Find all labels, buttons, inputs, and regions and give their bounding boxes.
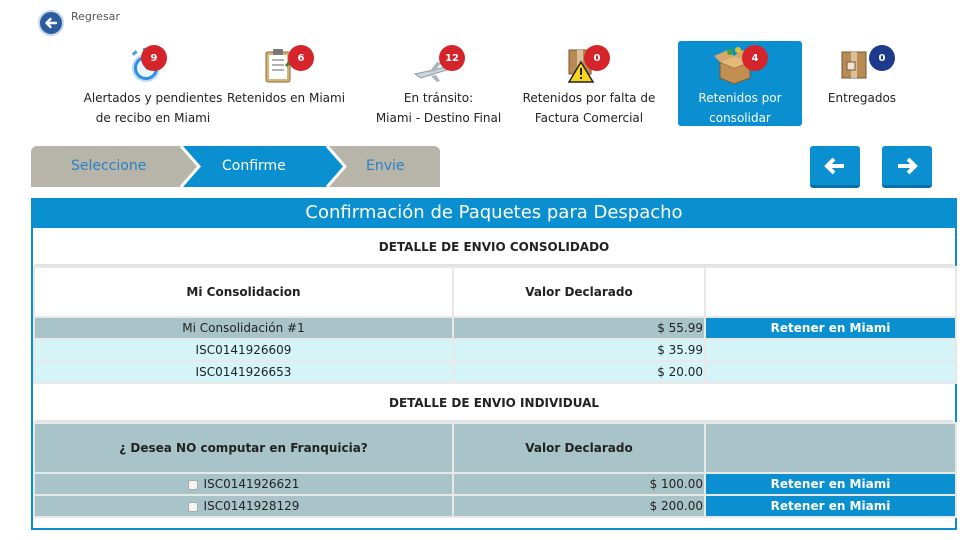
status-retenidos-consolidar[interactable] bbox=[678, 41, 802, 126]
no-computar-checkbox[interactable] bbox=[188, 480, 198, 490]
step-confirme[interactable]: Confirme bbox=[222, 158, 286, 174]
delivered-box-icon bbox=[836, 46, 874, 84]
consolidated-table bbox=[33, 266, 957, 384]
entregados-count-badge: 0 bbox=[869, 45, 895, 71]
package-value: $ 100.00 bbox=[453, 473, 705, 495]
no-computar-checkbox[interactable] bbox=[188, 502, 198, 512]
package-cell bbox=[34, 495, 453, 517]
consolidar-count-badge: 4 bbox=[742, 45, 768, 71]
status-entregados[interactable] bbox=[822, 41, 902, 126]
retenidos-miami-count-badge: 6 bbox=[288, 45, 314, 71]
back-arrow-icon[interactable] bbox=[38, 10, 64, 36]
status-label: Alertados y pendientes de recibo en Miami bbox=[83, 91, 223, 125]
package-id: ISC0141928129 bbox=[203, 499, 300, 513]
table-row bbox=[34, 495, 956, 517]
wizard-stepper bbox=[31, 146, 440, 187]
step-envie[interactable]: Envie bbox=[366, 158, 405, 174]
retener-en-miami-button[interactable]: Retener en Miami bbox=[705, 495, 956, 517]
status-retenidos-miami[interactable] bbox=[226, 41, 346, 126]
empty-cell bbox=[705, 361, 956, 383]
column-header-franquicia: ¿ Desea NO computar en Franquicia? bbox=[34, 423, 453, 473]
empty-cell bbox=[705, 339, 956, 361]
column-header-valor: Valor Declarado bbox=[453, 267, 705, 317]
column-header-consolidacion: Mi Consolidacion bbox=[34, 267, 453, 317]
retener-en-miami-button[interactable]: Retener en Miami bbox=[705, 317, 956, 339]
column-header-empty bbox=[705, 267, 956, 317]
table-row bbox=[34, 473, 956, 495]
status-label: En tránsito: Miami - Destino Final bbox=[375, 91, 502, 125]
table-header-row bbox=[34, 423, 956, 473]
table-header-row bbox=[34, 267, 956, 317]
panel-title: Confirmación de Paquetes para Despacho bbox=[33, 198, 955, 228]
retener-en-miami-button[interactable]: Retener en Miami bbox=[705, 473, 956, 495]
column-header-empty bbox=[705, 423, 956, 473]
package-value: $ 200.00 bbox=[453, 495, 705, 517]
package-id: ISC0141926653 bbox=[34, 361, 453, 383]
consolidation-value: $ 55.99 bbox=[453, 317, 705, 339]
consolidated-heading: DETALLE DE ENVIO CONSOLIDADO bbox=[35, 228, 953, 266]
back-link[interactable] bbox=[38, 10, 120, 36]
table-row bbox=[34, 339, 956, 361]
consolidation-name: Mi Consolidación #1 bbox=[34, 317, 453, 339]
alertados-count-badge: 9 bbox=[141, 45, 167, 71]
individual-heading: DETALLE DE ENVIO INDIVIDUAL bbox=[35, 384, 953, 422]
package-value: $ 20.00 bbox=[453, 361, 705, 383]
next-button[interactable] bbox=[882, 146, 932, 188]
step-seleccione[interactable]: Seleccione bbox=[71, 158, 147, 174]
table-row bbox=[34, 317, 956, 339]
package-cell bbox=[34, 473, 453, 495]
column-header-valor: Valor Declarado bbox=[453, 423, 705, 473]
confirmation-panel bbox=[31, 198, 957, 530]
previous-button[interactable] bbox=[810, 146, 860, 188]
status-label: Retenidos por consolidar bbox=[698, 91, 782, 125]
package-value: $ 35.99 bbox=[453, 339, 705, 361]
arrow-right-icon bbox=[896, 157, 918, 175]
package-id: ISC0141926609 bbox=[34, 339, 453, 361]
en-transito-count-badge: 12 bbox=[439, 45, 465, 71]
status-alertados[interactable] bbox=[83, 41, 223, 126]
status-label: Retenidos por falta de Factura Comercial bbox=[522, 91, 656, 125]
status-en-transito[interactable] bbox=[366, 41, 511, 126]
status-label: Retenidos en Miami bbox=[226, 91, 346, 105]
arrow-left-icon bbox=[824, 157, 846, 175]
individual-table bbox=[33, 422, 957, 518]
falta-factura-count-badge: 0 bbox=[584, 45, 610, 71]
package-id: ISC0141926621 bbox=[203, 477, 300, 491]
back-label[interactable]: Regresar bbox=[71, 10, 120, 23]
table-row bbox=[34, 361, 956, 383]
status-falta-factura[interactable] bbox=[519, 41, 659, 126]
status-label: Entregados bbox=[827, 91, 897, 105]
